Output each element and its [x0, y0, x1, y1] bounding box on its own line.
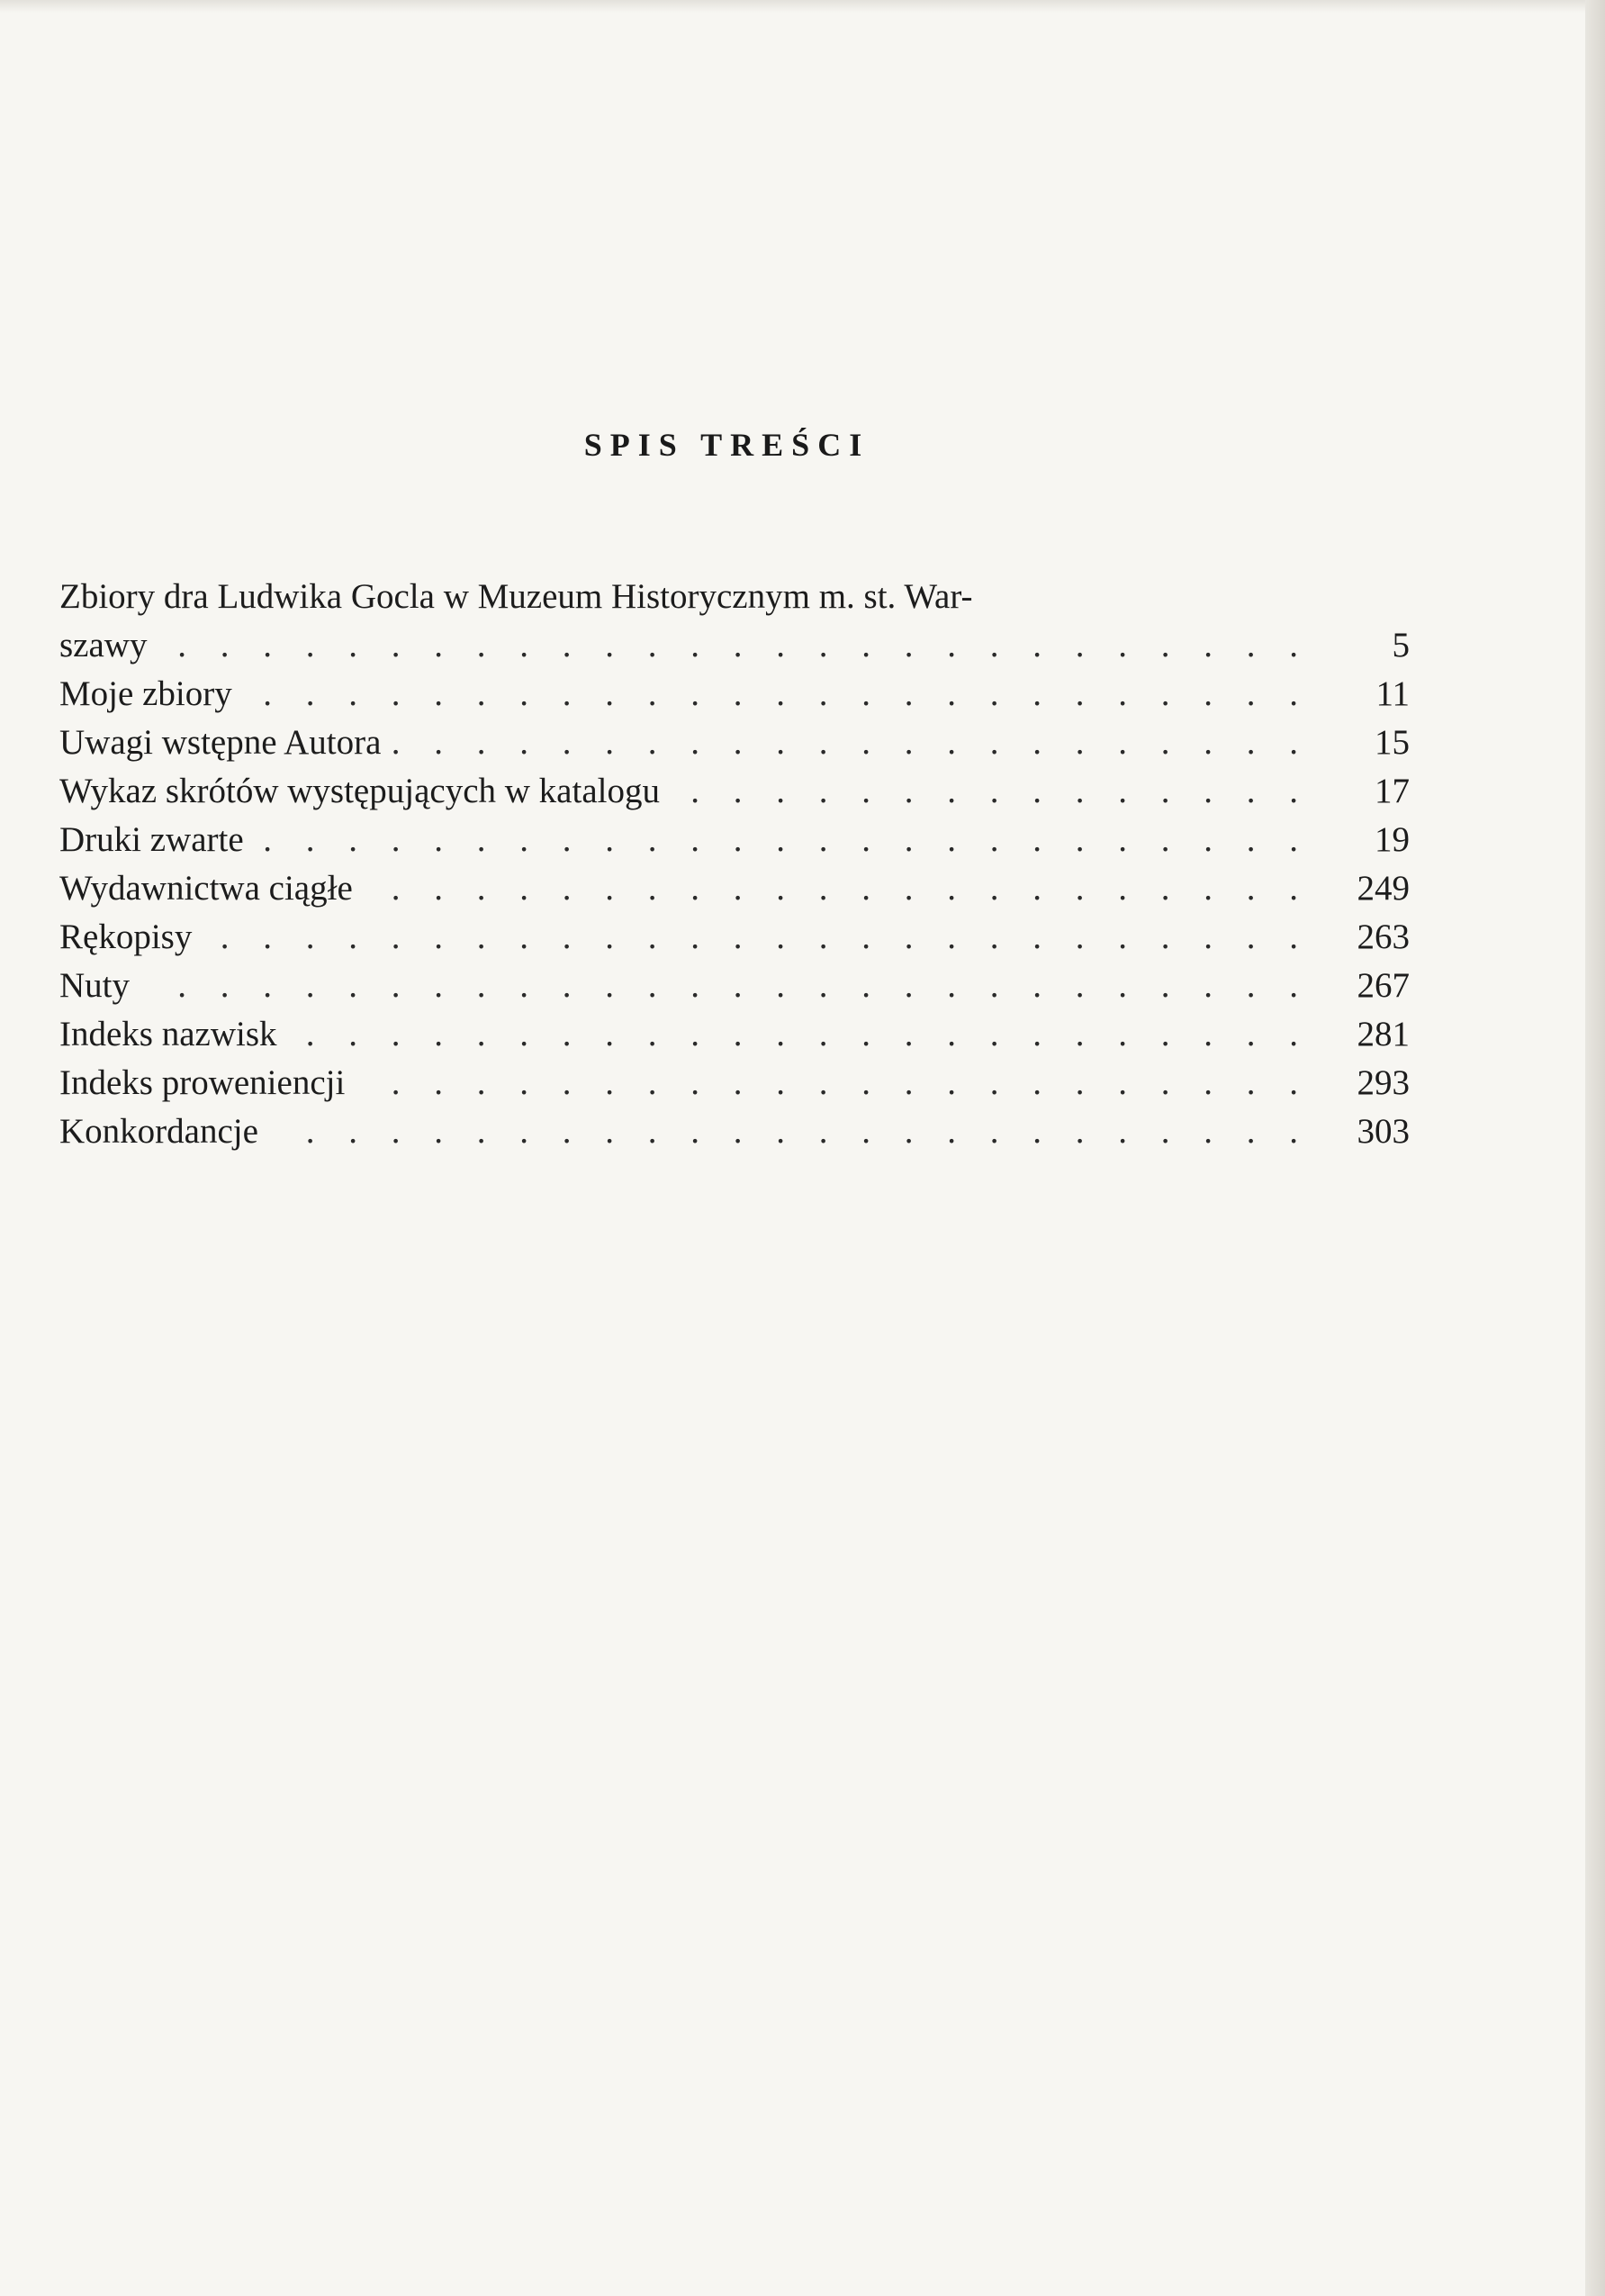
toc-leader-dots [672, 767, 1311, 816]
toc-leader-dots [159, 621, 1311, 670]
toc-page-number: 15 [1375, 723, 1410, 762]
toc-entry-label: Wydawnictwa ciągłe [59, 869, 353, 908]
toc-page-number: 303 [1357, 1112, 1410, 1151]
toc-leader-dots [271, 1107, 1311, 1156]
toc-page-number: 267 [1357, 966, 1410, 1005]
toc-entry [59, 670, 1410, 719]
toc-entry-label: Indeks nazwisk [59, 1015, 277, 1053]
toc-entry-label: Druki zwarte [59, 820, 244, 859]
toc-page-number: 281 [1357, 1015, 1410, 1053]
toc-leader-dots [290, 1010, 1311, 1059]
toc-leader-dots [204, 913, 1311, 962]
toc-entry [59, 913, 1410, 962]
toc-entry-label: Nuty [59, 966, 130, 1005]
toc-entry [59, 1059, 1410, 1107]
toc-leader-dots [142, 962, 1311, 1010]
toc-entry-label: Zbiory dra Ludwika Gocla w Muzeum Historycznym m. st. War- [59, 577, 973, 616]
toc-entry-label: Konkordancje [59, 1112, 258, 1151]
toc-entry [59, 962, 1410, 1010]
toc-entry-label: Rękopisy [59, 917, 193, 956]
toc-leader-dots [257, 816, 1311, 864]
toc-page-number: 17 [1375, 772, 1410, 810]
toc-leader-dots [393, 719, 1311, 767]
toc-entry-1-line-2 [59, 621, 1410, 670]
toc-page-number: 11 [1375, 674, 1410, 713]
toc-leader-dots [357, 1059, 1311, 1107]
toc-page-number: 249 [1357, 869, 1410, 908]
toc-entry [59, 719, 1410, 767]
toc-leader-dots [365, 864, 1311, 913]
toc-entry [59, 767, 1410, 816]
table-of-contents [59, 573, 1410, 1156]
toc-entry-1-line-1 [59, 573, 1410, 621]
toc-entry-label: Indeks proweniencji [59, 1063, 346, 1102]
toc-page-number: 293 [1357, 1063, 1410, 1102]
toc-entry-label: Moje zbiory [59, 674, 232, 713]
toc-entry [59, 816, 1410, 864]
toc-entry-label: Uwagi wstępne Autora [59, 723, 382, 762]
toc-entry [59, 864, 1410, 913]
toc-entry-label: Wykaz skrótów występujących w katalogu [59, 772, 660, 810]
toc-entry-label: szawy [59, 626, 148, 664]
toc-page-number: 5 [1392, 626, 1410, 664]
page-right-edge [1585, 0, 1605, 2296]
toc-leader-dots [245, 670, 1311, 719]
toc-page-number: 263 [1357, 917, 1410, 956]
toc-page-number: 19 [1375, 820, 1410, 859]
toc-entry [59, 1107, 1410, 1156]
page-top-edge [0, 0, 1605, 13]
page-title: SPIS TREŚCI [583, 427, 870, 463]
toc-entry [59, 1010, 1410, 1059]
